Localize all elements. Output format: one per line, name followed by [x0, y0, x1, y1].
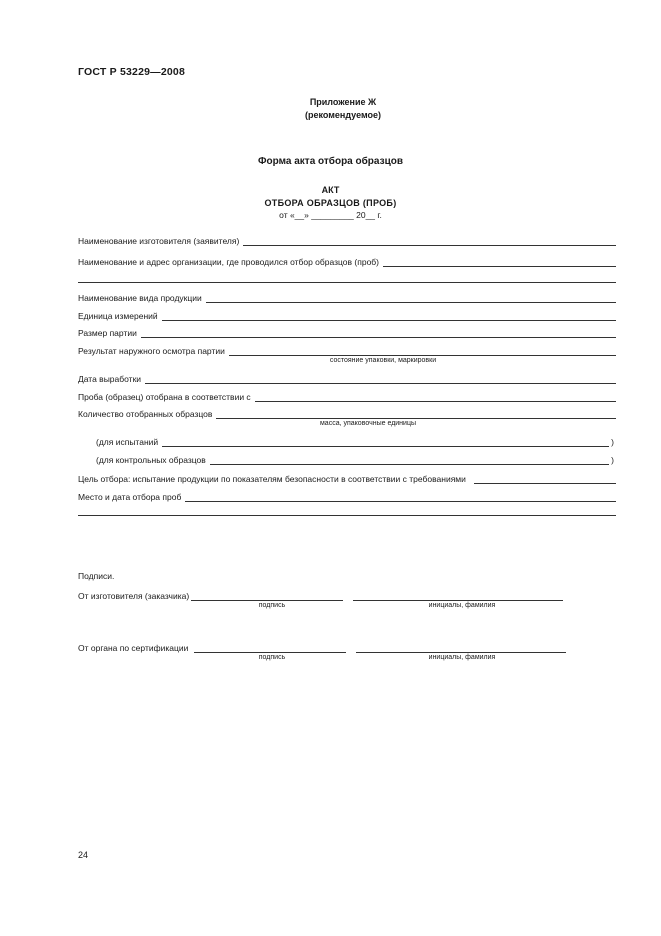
fill-line[interactable] [383, 257, 616, 267]
signatures-heading: Подписи. [78, 571, 115, 581]
field-label: Место и дата отбора проб [78, 492, 182, 502]
field-label: Наименование изготовителя (заявителя) [78, 236, 240, 246]
field-org-address [78, 255, 616, 267]
field-sample-count [78, 407, 616, 419]
fill-line-continuation[interactable] [78, 515, 616, 516]
fill-line[interactable] [243, 236, 616, 246]
field-label: (для контрольных образцов [96, 455, 206, 465]
field-for-control [96, 453, 614, 465]
field-label: Наименование и адрес организации, где проводился отбор образцов (проб) [78, 257, 379, 267]
name-line[interactable] [356, 643, 566, 653]
fill-line[interactable] [162, 437, 609, 447]
field-label: (для испытаний [96, 437, 159, 447]
name-line[interactable] [353, 591, 563, 601]
field-for-testing [96, 435, 614, 447]
fill-line[interactable] [474, 474, 616, 484]
field-label: Наименование вида продукции [78, 293, 202, 303]
field-sample-basis [78, 390, 616, 402]
signature-line[interactable] [194, 643, 346, 653]
field-label: Дата выработки [78, 374, 142, 384]
inspection-caption: состояние упаковки, маркировки [329, 357, 437, 364]
signature-row-manufacturer [78, 589, 563, 601]
field-place-date [78, 490, 616, 502]
act-title: АКТ [321, 185, 340, 195]
field-purpose [78, 472, 616, 484]
signature-label: От изготовителя (заказчика) [78, 591, 190, 601]
signature-line[interactable] [191, 591, 343, 601]
field-label: Проба (образец) отобрана в соответствии с [78, 392, 251, 402]
field-unit [78, 309, 616, 321]
appendix-title: Приложение Ж [309, 97, 377, 107]
field-label: Цель отбора: испытание продукции по показателям безопасности в соответствии с требованиями [78, 474, 466, 484]
act-date-line: от «__» _________ 20__ г. [279, 210, 382, 220]
page-number: 24 [78, 850, 89, 860]
fill-line[interactable] [216, 409, 616, 419]
signature-caption: подпись [258, 602, 286, 609]
name-caption: инициалы, фамилия [428, 602, 496, 609]
fill-line[interactable] [185, 492, 616, 502]
field-production-date [78, 372, 616, 384]
field-product-type [78, 291, 616, 303]
fill-line[interactable] [255, 392, 616, 402]
signature-caption: подпись [258, 654, 286, 661]
field-label: Результат наружного осмотра партии [78, 346, 225, 356]
sample-count-caption: масса, упаковочные единицы [319, 420, 417, 427]
appendix-note: (рекомендуемое) [305, 110, 381, 120]
fill-line[interactable] [210, 455, 609, 465]
closing-paren: ) [611, 437, 614, 447]
fill-line[interactable] [229, 346, 616, 356]
name-caption: инициалы, фамилия [428, 654, 496, 661]
field-batch-size [78, 326, 616, 338]
fill-line[interactable] [162, 311, 616, 321]
field-inspection [78, 344, 616, 356]
act-subtitle: ОТБОРА ОБРАЗЦОВ (ПРОБ) [264, 198, 397, 208]
fill-line-continuation[interactable] [78, 282, 616, 283]
fill-line[interactable] [141, 328, 616, 338]
standard-number: ГОСТ Р 53229—2008 [78, 66, 186, 78]
signature-label: От органа по сертификации [78, 643, 189, 653]
field-manufacturer [78, 234, 616, 246]
signature-row-certification [78, 641, 566, 653]
form-title: Форма акта отбора образцов [258, 156, 403, 167]
fill-line[interactable] [145, 374, 616, 384]
closing-paren: ) [611, 455, 614, 465]
field-label: Количество отобранных образцов [78, 409, 213, 419]
field-label: Размер партии [78, 328, 137, 338]
field-label: Единица измерений [78, 311, 158, 321]
fill-line[interactable] [206, 293, 616, 303]
